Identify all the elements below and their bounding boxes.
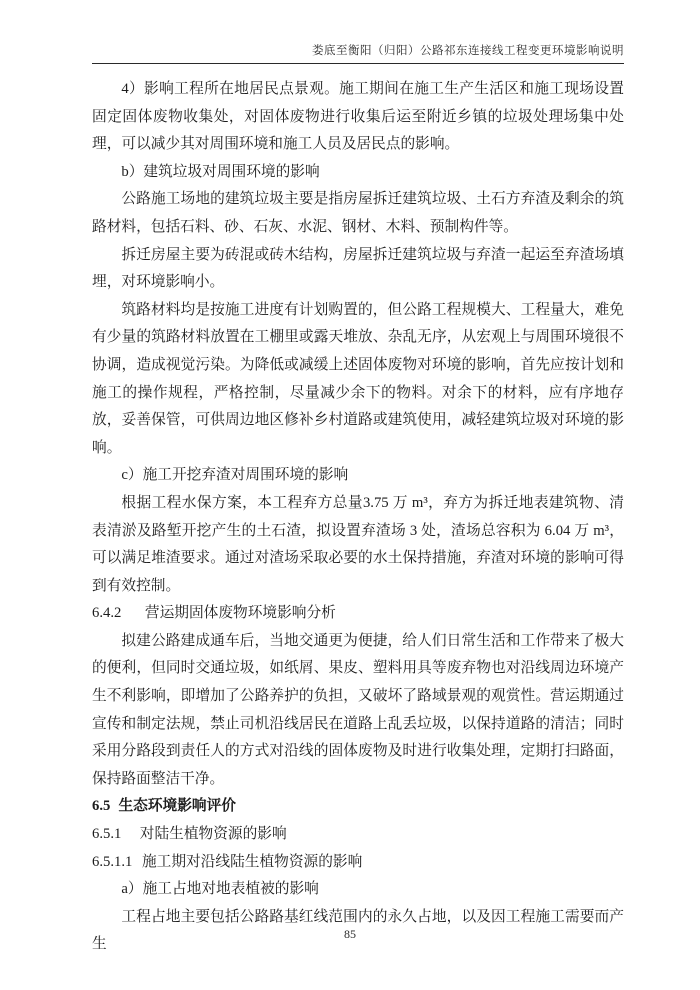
- page-number: 85: [344, 927, 356, 941]
- paragraph-waste-types: 公路施工场地的建筑垃圾主要是指房屋拆迁建筑垃圾、土石方弃渣及剩余的筑路材料，包括石料、砂、石灰、水泥、钢材、木料、预制构件等。: [92, 191, 624, 235]
- header-running-title: 娄底至衡阳（归阳）公路祁东连接线工程变更环境影响说明: [312, 45, 624, 57]
- paragraph-operation-period-waste: 拟建公路建成通车后，当地交通更为便捷，给人们日常生活和工作带来了极大的便利，但同时交通垃圾，如纸屑、果皮、塑料用具等废弃物也对沿线周边环境产生不利影响，即增加了公路养护的负担，又破坏了路域景观的观赏性。营运期通过宣传和制定法规，禁止司机沿线居民在道路上乱丢垃圾，以保持道路的清洁；同时采用分路段到责任人的方式对沿线的固体废物及时进行收集处理，定期打扫路面，保持路面整洁干净。: [92, 632, 624, 787]
- heading-6-5-number: 6.5: [92, 798, 111, 815]
- heading-6-5-title: 生态环境影响评价: [118, 798, 236, 815]
- heading-6-5-1-1-title: 施工期对沿线陆生植物资源的影响: [141, 853, 363, 870]
- heading-6-4-2-title: 营运期固体废物环境影响分析: [144, 605, 336, 622]
- heading-6-5-1: [92, 821, 624, 849]
- document-body: [92, 76, 624, 959]
- page-header: [92, 0, 624, 64]
- paragraph-spoil-volume: 根据工程水保方案，本工程弃方总量3.75 万 m³，弃方为拆迁地表建筑物、清表清淤及路堑开挖产生的土石渣，拟设置弃渣场 3 处，渣场总容积为 6.04 万 m³，可以满足堆渣要求。通过对渣场采取必要的水土保持措施，弃渣对环境的影响可得到有效控制。: [92, 494, 624, 594]
- paragraph-demolition-waste: 拆迁房屋主要为砖混或砖木结构，房屋拆迁建筑垃圾与弃渣一起运至弃渣场填埋，对环境影响小。: [92, 246, 624, 291]
- heading-6-5-1-title: 对陆生植物资源的影响: [139, 826, 287, 843]
- heading-6-5-1-1: [92, 849, 624, 877]
- subheading-land-occupation: a）施工占地对地表植被的影响: [121, 881, 319, 898]
- subheading-construction-waste: b）建筑垃圾对周围环境的影响: [121, 163, 320, 180]
- subheading-excavation-spoil: c）施工开挖弃渣对周围环境的影响: [121, 467, 349, 484]
- heading-6-5: [92, 793, 624, 821]
- heading-6-5-1-1-number: 6.5.1.1: [92, 853, 133, 870]
- paragraph-residents-impact: 4）影响工程所在地居民点景观。施工期间在施工生产生活区和施工现场设置固定固体废物收集处，对固体废物进行收集后运至附近乡镇的垃圾处理场集中处理，可以减少其对周围环境和施工人员及居民点的影响。: [92, 81, 624, 153]
- paragraph-road-materials: 筑路材料均是按施工进度有计划购置的，但公路工程规模大、工程量大，难免有少量的筑路材料放置在工棚里或露天堆放、杂乱无序，从宏观上与周围环境很不协调，造成视觉污染。为降低或减缓上述固体废物对环境的影响，首先应按计划和施工的操作规程，严格控制，尽量减少余下的物料。对余下的材料，应有序地存放，妥善保管，可供周边地区修补乡村道路或建筑使用，减轻建筑垃圾对环境的影响。: [92, 301, 624, 456]
- page-footer: [0, 927, 700, 942]
- paragraph-land-occupation: 工程占地主要包括公路路基红线范围内的永久占地，以及因工程施工需要而产生: [92, 908, 624, 953]
- heading-6-4-2-number: 6.4.2: [92, 605, 122, 622]
- heading-6-5-1-number: 6.5.1: [92, 826, 122, 843]
- heading-6-4-2: [92, 600, 624, 628]
